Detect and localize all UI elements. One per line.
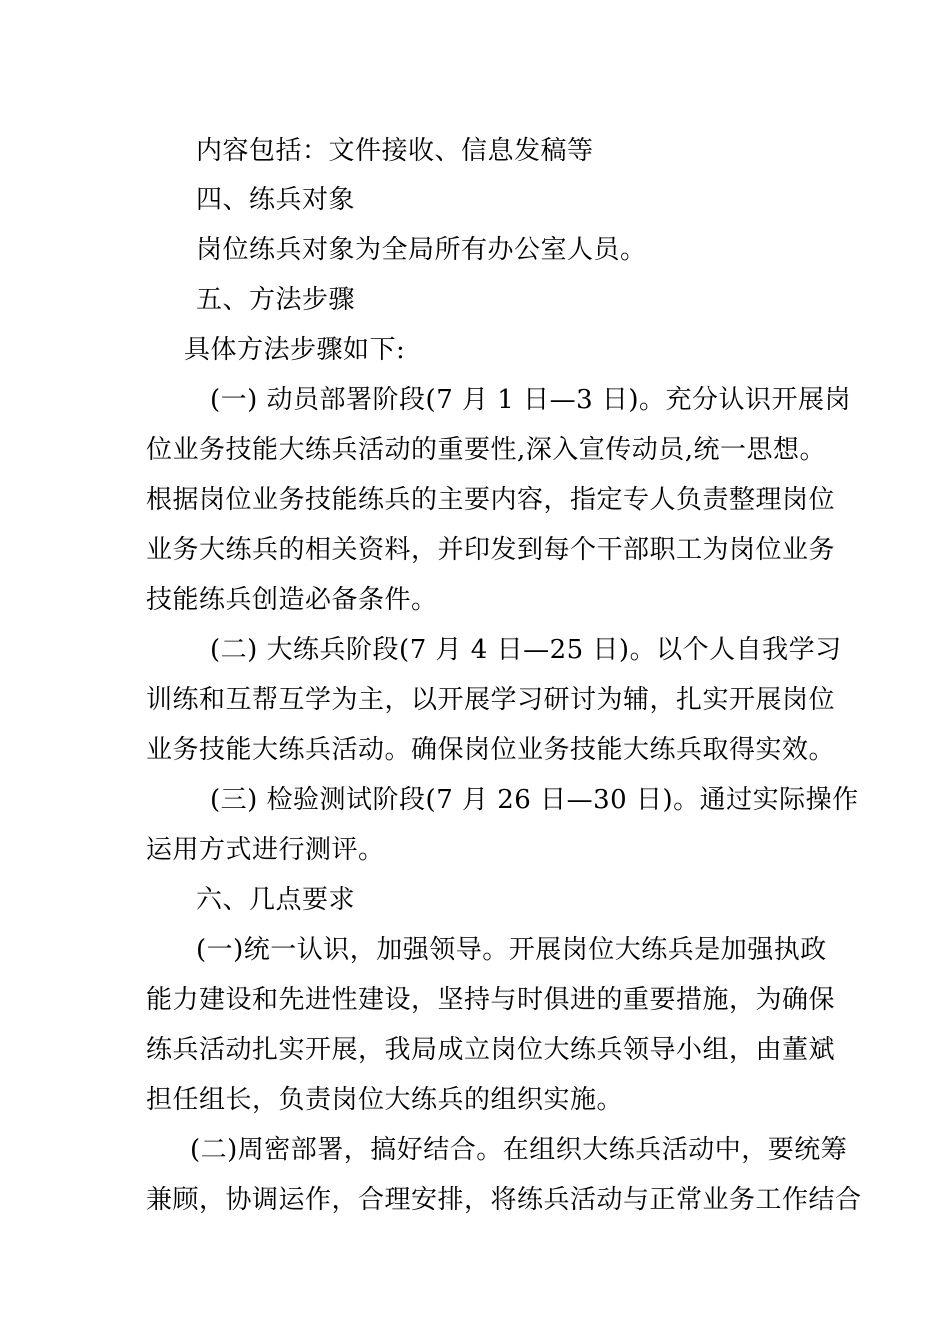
paragraph-line: (一)统一认识，加强领导。开展岗位大练兵是加强执政	[196, 935, 827, 965]
paragraph-line: 技能练兵创造必备条件。	[146, 585, 438, 615]
paragraph-line: 位业务技能大练兵活动的重要性,深入宣传动员,统一思想。	[146, 435, 827, 465]
paragraph-line: (三) 检验测试阶段(7 月 26 日—30 日)。通过实际操作	[210, 785, 859, 815]
section-heading: 六、几点要求	[196, 885, 356, 915]
text-line: 岗位练兵对象为全局所有办公室人员。	[196, 235, 647, 265]
paragraph-line: 练兵活动扎实开展，我局成立岗位大练兵领导小组，由董斌	[146, 1035, 836, 1065]
section-heading: 四、练兵对象	[196, 185, 356, 215]
paragraph-line: 能力建设和先进性建设，坚持与时俱进的重要措施，为确保	[146, 985, 836, 1015]
paragraph-line: (二)周密部署，搞好结合。在组织大练兵活动中，要统筹	[190, 1135, 848, 1165]
paragraph-line: 业务技能大练兵活动。确保岗位业务技能大练兵取得实效。	[146, 735, 836, 765]
paragraph-line: 业务大练兵的相关资料，并印发到每个干部职工为岗位业务	[146, 535, 836, 565]
paragraph-line: 担任组长，负责岗位大练兵的组织实施。	[146, 1085, 624, 1115]
paragraph-line: (一) 动员部署阶段(7 月 1 日—3 日)。充分认识开展岗	[210, 385, 852, 415]
text-line: 具体方法步骤如下:	[184, 335, 406, 365]
paragraph-line: 兼顾，协调运作，合理安排，将练兵活动与正常业务工作结合	[146, 1185, 862, 1215]
paragraph-line: 训练和互帮互学为主，以开展学习研讨为辅，扎实开展岗位	[146, 685, 836, 715]
paragraph-line: 运用方式进行测评。	[146, 835, 385, 865]
text-line: 内容包括：文件接收、信息发稿等	[196, 136, 594, 166]
paragraph-line: (二) 大练兵阶段(7 月 4 日—25 日)。以个人自我学习	[210, 635, 842, 665]
paragraph-line: 根据岗位业务技能练兵的主要内容，指定专人负责整理岗位	[146, 485, 836, 515]
section-heading: 五、方法步骤	[196, 285, 356, 315]
